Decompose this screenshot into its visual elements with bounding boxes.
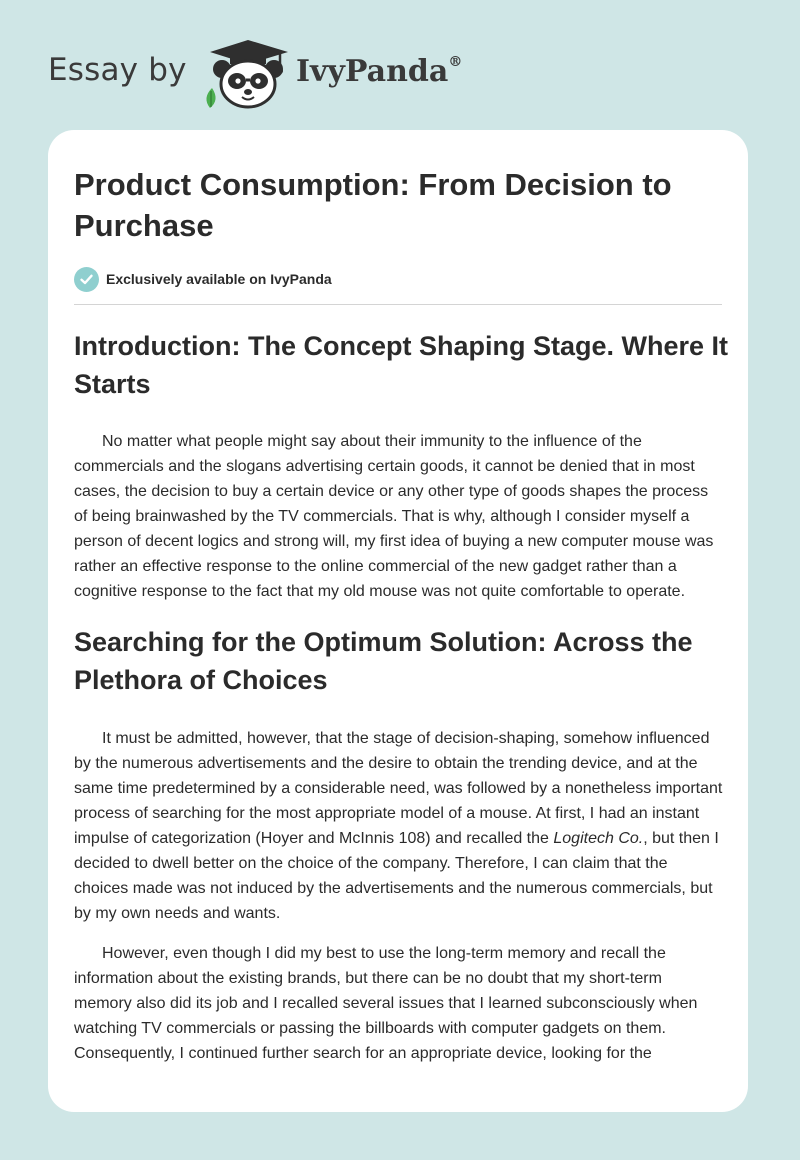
divider <box>74 304 722 305</box>
section-heading-searching: Searching for the Optimum Solution: Across the Plethora of Choices <box>74 627 693 695</box>
badge-text: Exclusively available on IvyPanda <box>106 271 332 287</box>
panda-graduate-icon <box>200 36 292 110</box>
paragraph: It must be admitted, however, that the stage of decision-shaping, somehow influenced by the numerous advertisements and the desire to obtain the trending device, and at the same time predetermined by a considerable need, was followed by a nonetheless important process of searching for the most appropriate model of a mouse. At first, I had an instant impulse of categorization (Hoyer and McInnis 108) and recalled the Logitech Co., but then I decided to dwell better on the choice of the company. Therefore, I can claim that the choices made was not induced by the advertisements and the numerous commercials, but by my own needs and wants. <box>74 730 723 922</box>
paragraph: No matter what people might say about their immunity to the influence of the commercials and the slogans advertising certain goods, it cannot be denied that in most cases, the decision to buy a certain device or any other type of goods shapes the process of being brainwashed by the TV commercials. That is why, although I consider myself a person of decent logics and strong will, my first idea of buying a new computer mouse was rather an effective response to the online commercial of the new gadget rather than a cognitive response to the fact that my old mouse was not quite comfortable to operate. <box>74 433 714 600</box>
exclusive-badge <box>74 266 722 292</box>
essay-card <box>48 130 748 1112</box>
section-heading-introduction: Introduction: The Concept Shaping Stage. Where It Starts <box>74 331 728 399</box>
check-circle-icon <box>74 267 99 292</box>
page-title: Product Consumption: From Decision to Purchase <box>74 167 672 243</box>
brand-name: IvyPanda® <box>296 54 463 89</box>
company-name: Logitech Co. <box>553 830 644 847</box>
brand-prefix: Essay by <box>48 52 187 88</box>
paragraph: However, even though I did my best to use the long-term memory and recall the information about the existing brands, but there can be no doubt that my short-term memory also did its job and I recalled several issues that I learned subconsciously when watching TV commercials or passing the billboards with computer gadgets on them. Consequently, I continued further search for an appropriate device, looking for the <box>74 945 698 1062</box>
site-header <box>0 0 800 130</box>
